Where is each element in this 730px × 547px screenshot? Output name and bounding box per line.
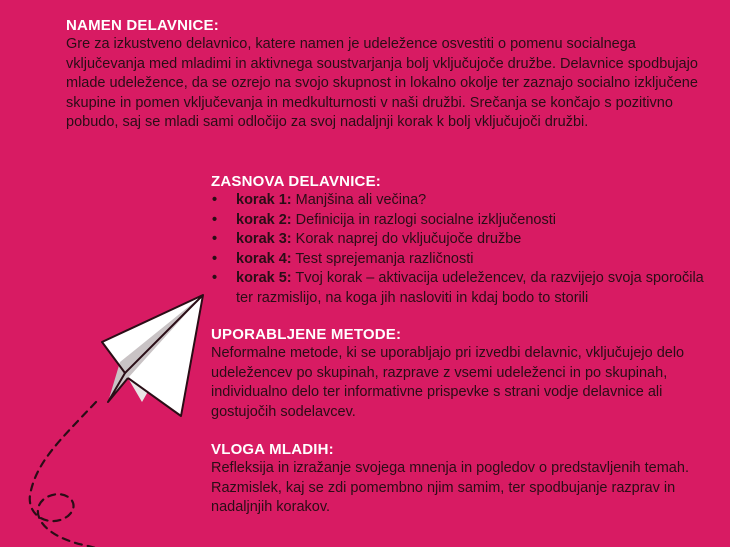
heading-youth-role: VLOGA MLADIH: [211, 441, 334, 458]
list-item [211, 269, 711, 308]
list-item [211, 191, 711, 211]
bullet-icon: • [212, 192, 218, 208]
purpose-text: Gre za izkustveno delavnico, katere namen je udeležence osvestiti o pomenu socialnega vključevanja med mladimi in aktivnega soustvarjanja bolj vključujoče družbe. Delavnice spodbujajo mlade udeležence, da se ozrejo na svojo skupnost in lokalno okolje ter zaznajo socialno izključene skupine in pomen vključevanja in medkulturnosti v naši družbi. Srečanja se končajo s pozitivno pobudo, saj se mladi sami odločijo za svoj nadaljnji korak k bolj vključujoči družbi. [66, 36, 698, 130]
step-text: Test sprejemanja različnosti [291, 250, 474, 267]
section-purpose [66, 16, 706, 133]
paper-plane-icon [102, 295, 203, 416]
list-item [211, 211, 711, 231]
heading-design: ZASNOVA DELAVNICE: [211, 173, 381, 190]
dashed-flight-path [30, 402, 140, 547]
paper-plane-illustration [0, 290, 215, 547]
section-methods [211, 325, 711, 422]
step-label: korak 2: [236, 211, 292, 228]
step-label: korak 5: [236, 270, 292, 286]
methods-text: Neformalne metode, ki se uporabljajo pri izvedbi delavnic, vključujejo delo udeležencev po skupinah, razprave z vsemi udeleženci in po skupinah, individualno delo ter informativne prispevke s strani vodje delavnice ali gostujočih sodelavcev. [211, 345, 685, 420]
bullet-icon: • [212, 250, 218, 267]
steps-list [211, 191, 711, 308]
step-label: korak 3: [236, 231, 292, 247]
bullet-icon: • [212, 270, 218, 286]
bullet-icon: • [212, 231, 218, 247]
bullet-icon: • [212, 211, 218, 228]
youth-role-text: Refleksija in izražanje svojega mnenja in pogledov o predstavljenih temah. Razmislek, kaj se zdi pomembno njim samim, ter spodbujanje razprav in nadaljnjih korakov. [211, 460, 689, 515]
step-text: Definicija in razlogi socialne izključenosti [291, 211, 556, 228]
step-text: Tvoj korak – aktivacija udeležencev, da razvijejo svoja sporočila ter razmislijo, na koga jih nasloviti in kdaj bodo to storili [236, 270, 704, 306]
heading-methods: UPORABLJENE METODE: [211, 326, 402, 343]
heading-purpose: NAMEN DELAVNICE: [66, 17, 219, 34]
step-text: Manjšina ali večina? [291, 192, 427, 208]
step-label: korak 4: [236, 250, 292, 267]
section-youth-role [211, 440, 711, 518]
step-text: Korak naprej do vključujoče družbe [291, 231, 522, 247]
list-item [211, 250, 711, 270]
section-design [211, 172, 711, 308]
step-label: korak 1: [236, 192, 292, 208]
list-item [211, 230, 711, 250]
